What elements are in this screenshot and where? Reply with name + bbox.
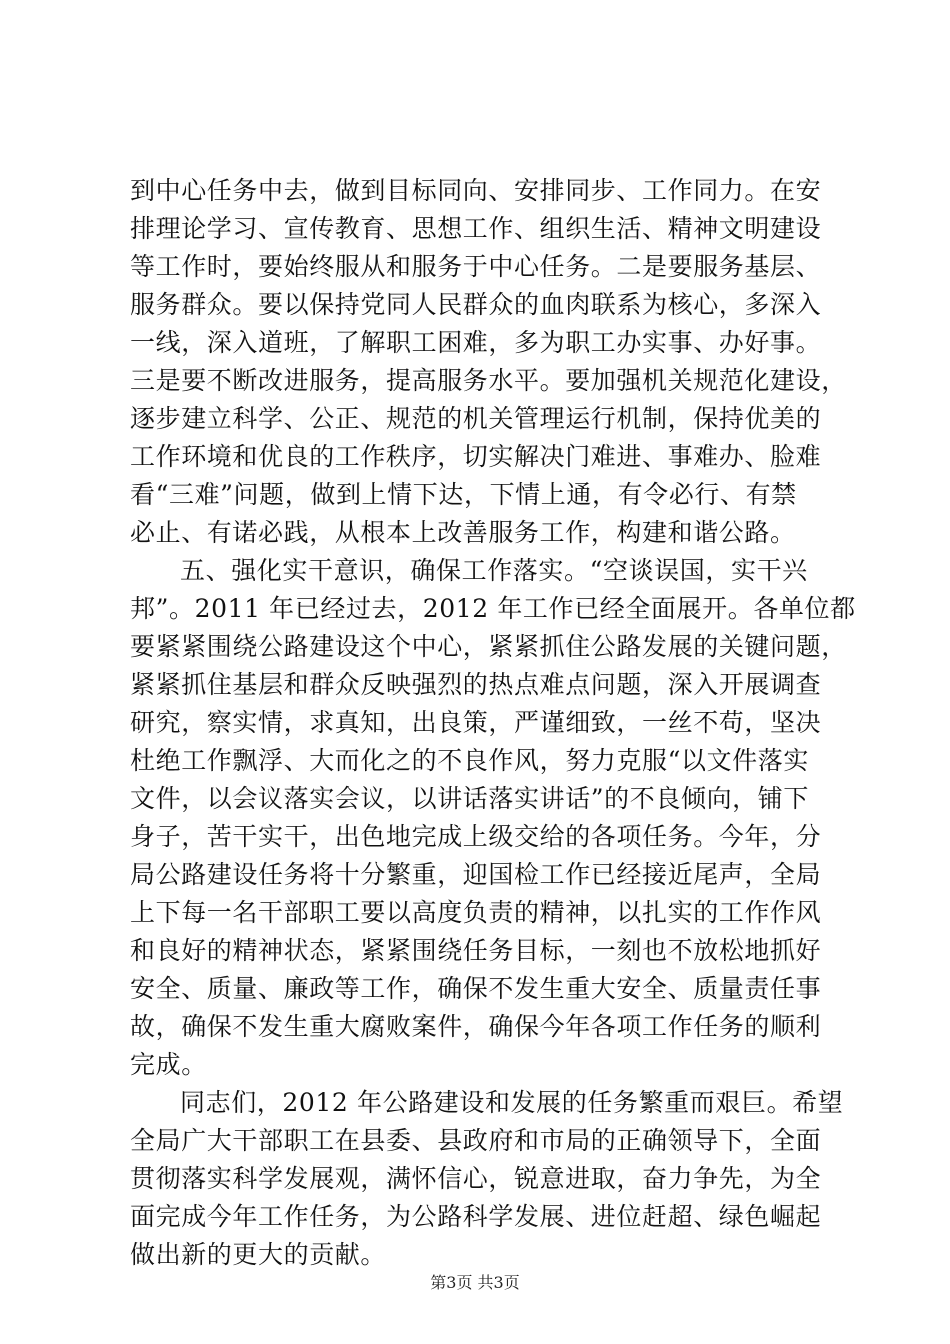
text-line: 安全、质量、廉政等工作，确保不发生重大安全、质量责任事 <box>130 974 822 1003</box>
text-line: 面完成今年工作任务，为公路科学发展、进位赶超、绿色崛起 <box>130 1202 822 1231</box>
text-line: 故，确保不发生重大腐败案件，确保今年各项工作任务的顺利 <box>130 1012 822 1041</box>
text-line: 身子，苦干实干，出色地完成上级交给的各项任务。今年，分 <box>130 822 822 851</box>
text-line: 局公路建设任务将十分繁重，迎国检工作已经接近尾声，全局 <box>130 860 822 889</box>
text-line: 文件，以会议落实会议，以讲话落实讲话”的不良倾向，铺下 <box>130 784 809 813</box>
text-line: 杜绝工作飘浮、大而化之的不良作风，努力克服“以文件落实 <box>130 746 809 775</box>
paragraph-start-line: 同志们，2012 年公路建设和发展的任务繁重而艰巨。希望 <box>180 1088 844 1117</box>
text-line: 上下每一名干部职工要以高度负责的精神，以扎实的工作作风 <box>130 898 822 927</box>
text-line: 贯彻落实科学发展观，满怀信心，锐意进取，奋力争先，为全 <box>130 1164 822 1193</box>
page-number-label: 第3页 共3页 <box>430 1273 520 1292</box>
text-line: 工作环境和优良的工作秩序，切实解决门难进、事难办、脸难 <box>130 442 822 471</box>
text-line: 到中心任务中去，做到目标同向、安排同步、工作同力。在安 <box>130 176 822 205</box>
text-line: 服务群众。要以保持党同人民群众的血肉联系为核心，多深入 <box>130 290 822 319</box>
text-line: 一线，深入道班，了解职工困难，多为职工办实事、办好事。 <box>130 328 822 357</box>
text-line: 要紧紧围绕公路建设这个中心，紧紧抓住公路发展的关键问题， <box>130 632 847 661</box>
text-line: 等工作时，要始终服从和服务于中心任务。二是要服务基层、 <box>130 252 822 281</box>
text-line: 紧紧抓住基层和群众反映强烈的热点难点问题，深入开展调查 <box>130 670 822 699</box>
text-line: 研究，察实情，求真知，出良策，严谨细致，一丝不苟，坚决 <box>130 708 822 737</box>
text-line: 邦”。2011 年已经过去，2012 年工作已经全面展开。各单位都 <box>130 594 856 623</box>
text-line: 完成。 <box>130 1050 207 1079</box>
text-line: 和良好的精神状态，紧紧围绕任务目标，一刻也不放松地抓好 <box>130 936 822 965</box>
paragraph-start-line: 五、强化实干意识，确保工作落实。“空谈误国，实干兴 <box>180 556 808 585</box>
text-line: 排理论学习、宣传教育、思想工作、组织生活、精神文明建设 <box>130 214 822 243</box>
text-line: 逐步建立科学、公正、规范的机关管理运行机制，保持优美的 <box>130 404 822 433</box>
text-line: 全局广大干部职工在县委、县政府和市局的正确领导下，全面 <box>130 1126 822 1155</box>
page-footer <box>0 1270 950 1293</box>
text-line: 看“三难”问题，做到上情下达，下情上通，有令必行、有禁 <box>130 480 797 509</box>
text-line: 做出新的更大的贡献。 <box>130 1240 387 1269</box>
text-line: 三是要不断改进服务，提高服务水平。要加强机关规范化建设， <box>130 366 847 395</box>
body-text <box>130 172 856 1274</box>
text-line: 必止、有诺必践，从根本上改善服务工作，构建和谐公路。 <box>130 518 796 547</box>
